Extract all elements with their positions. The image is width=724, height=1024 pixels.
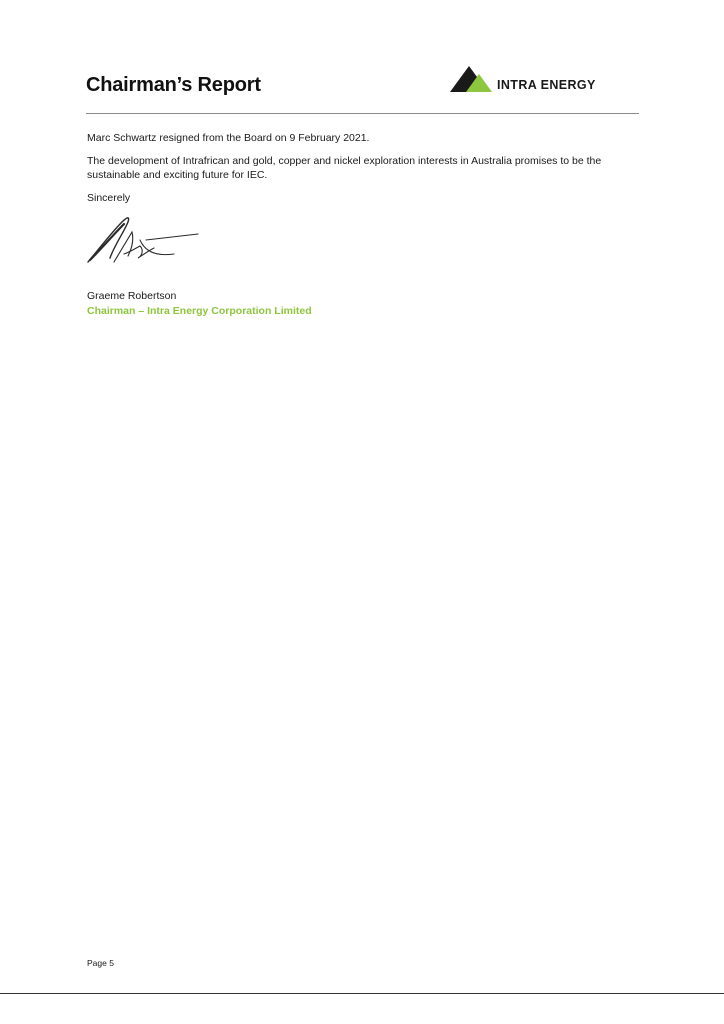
signer-title: Chairman – Intra Energy Corporation Limited <box>87 305 312 317</box>
report-body <box>87 131 642 213</box>
page-number: Page 5 <box>87 958 114 968</box>
paragraph-resignation: Marc Schwartz resigned from the Board on 9 February 2021. <box>87 132 370 144</box>
paragraph-development: The development of Intrafrican and gold, copper and nickel exploration interests in Australia promises to be the sustainable and exciting future for IEC. <box>87 154 602 181</box>
handwritten-signature <box>84 210 202 266</box>
footer-divider <box>0 993 724 994</box>
company-logo <box>450 64 626 94</box>
page-title: Chairman’s Report <box>86 74 261 96</box>
logo-text: INTRA ENERGY <box>497 78 596 92</box>
signer-name: Graeme Robertson <box>87 290 177 302</box>
paragraph-closing: Sincerely <box>87 191 131 204</box>
header-divider <box>86 113 639 114</box>
